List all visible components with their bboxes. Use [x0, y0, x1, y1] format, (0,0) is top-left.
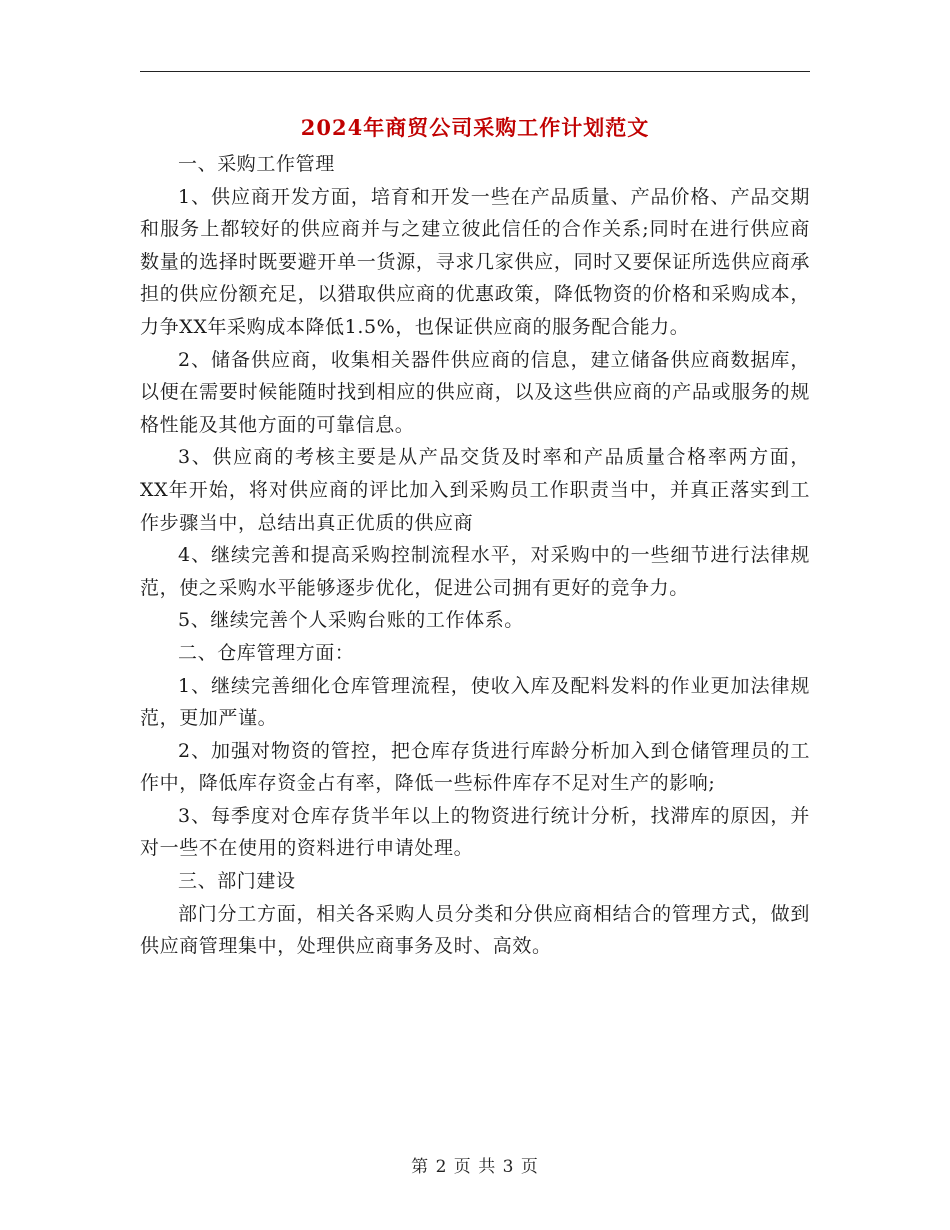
body-paragraph: 5、继续完善个人采购台账的工作体系。 [178, 609, 524, 632]
body-paragraph: 1、供应商开发方面，培育和开发一些在产品质量、产品价格、产品交期和服务上都较好的供应商并与之建立彼此信任的合作关系;同时在进行供应商数量的选择时既要避开单一货源，寻求几家供应，同时又要保证所选供应商承担的供应份额充足，以猎取供应商的优惠政策，降低物资的价格和采购成本，力争XX年采购成本降低1.5%，也保证供应商的服务配合能力。 [140, 185, 810, 338]
body-paragraph: 3、每季度对仓库存货半年以上的物资进行统计分析，找滞库的原因，并对一些不在使用的资料进行申请处理。 [140, 804, 810, 860]
body-paragraph: 1、继续完善细化仓库管理流程，使收入库及配料发料的作业更加法律规范，更加严谨。 [140, 674, 810, 730]
document-title: 2024年商贸公司采购工作计划范文 [300, 115, 650, 140]
body-paragraph: 4、继续完善和提高采购控制流程水平，对采购中的一些细节进行法律规范，使之采购水平能够逐步优化，促进公司拥有更好的竞争力。 [140, 544, 810, 599]
page-number-footer: 第 2 页 共 3 页 [411, 1157, 539, 1177]
body-paragraph: 部门分工方面，相关各采购人员分类和分供应商相结合的管理方式，做到供应商管理集中，处理供应商事务及时、高效。 [140, 902, 810, 958]
section-heading: 三、部门建设 [178, 870, 296, 893]
body-paragraph: 2、加强对物资的管控，把仓库存货进行库龄分析加入到仓储管理员的工作中，降低库存资金占有率，降低一些标件库存不足对生产的影响; [140, 739, 810, 795]
header-rule [140, 71, 810, 72]
section-heading: 一、采购工作管理 [178, 153, 335, 175]
document-body [140, 148, 810, 963]
body-paragraph: 2、储备供应商，收集相关器件供应商的信息，建立储备供应商数据库，以便在需要时候能随时找到相应的供应商，以及这些供应商的产品或服务的规格性能及其他方面的可靠信息。 [140, 348, 810, 436]
section-heading: 二、仓库管理方面： [178, 641, 355, 664]
body-paragraph: 3、供应商的考核主要是从产品交货及时率和产品质量合格率两方面， XX年开始，将对供应商的评比加入到采购员工作职责当中，并真正落实到工作步骤当中，总结出真正优质的供应商 [140, 446, 810, 534]
